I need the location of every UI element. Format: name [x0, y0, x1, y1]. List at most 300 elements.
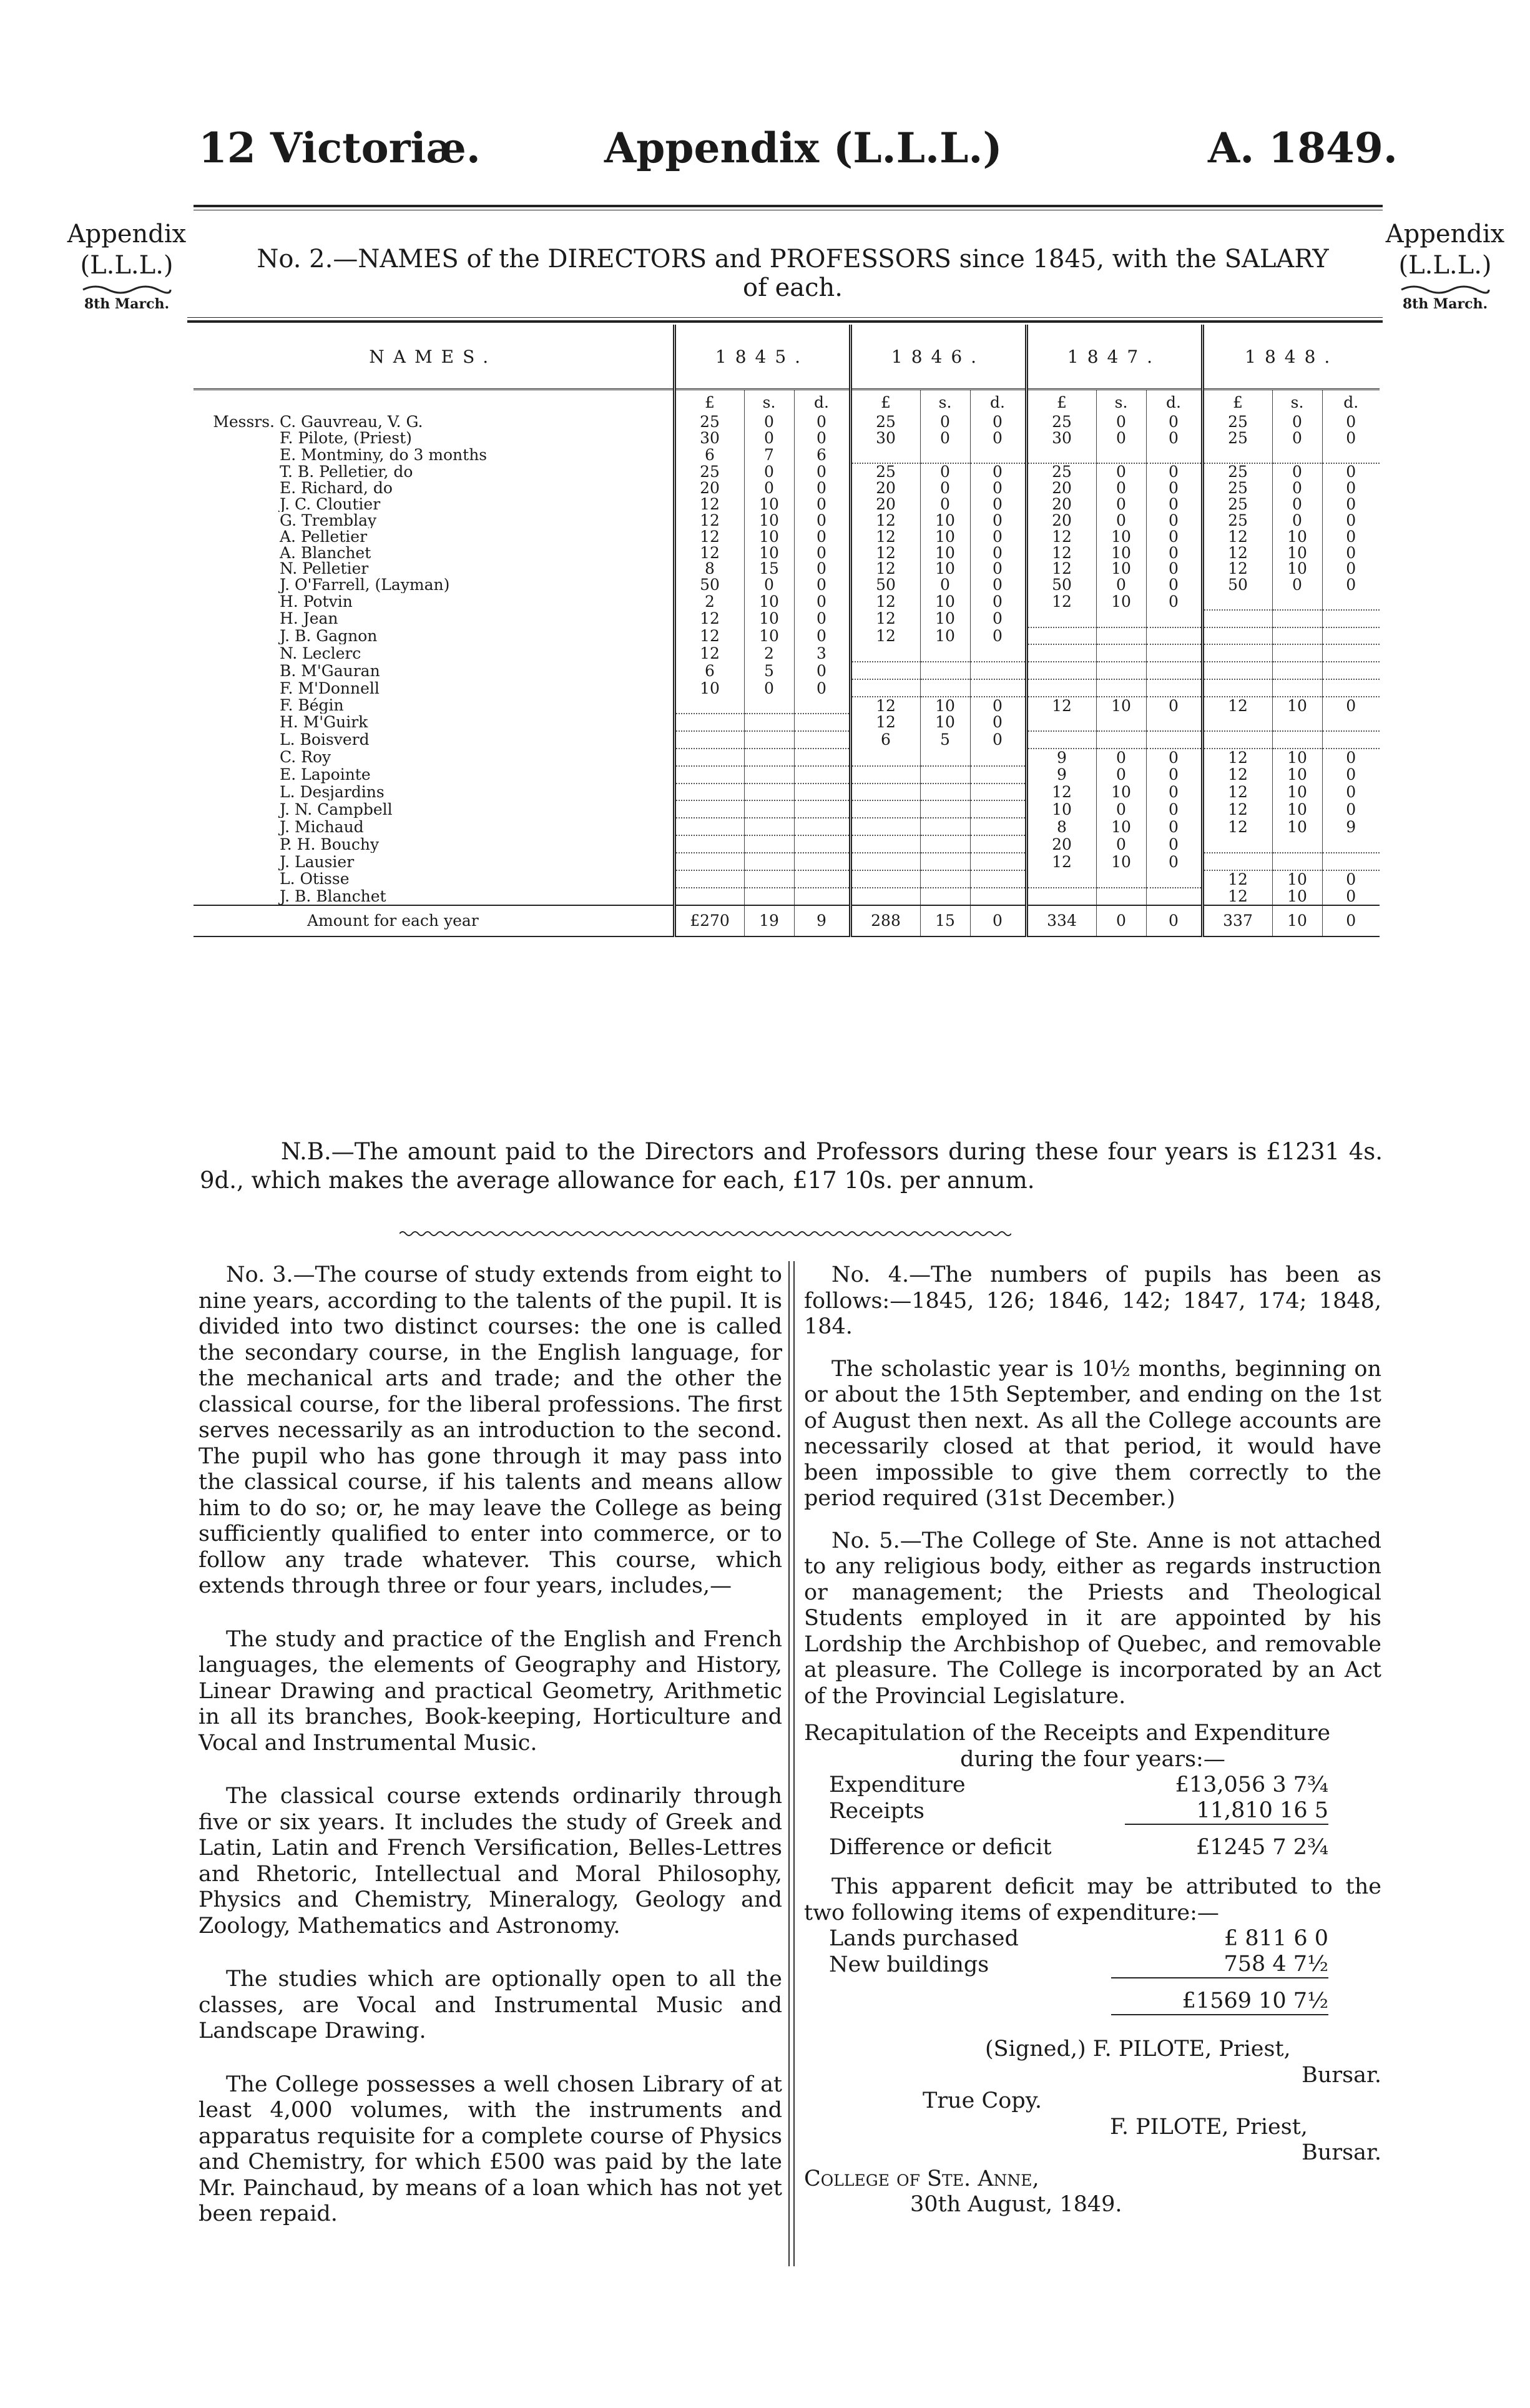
salary-cell: 0: [970, 544, 1026, 561]
salary-cell: 10: [1272, 561, 1322, 577]
salary-cell: 15: [744, 561, 794, 577]
salary-cell: 12: [674, 644, 744, 662]
salary-cell: 0: [744, 577, 794, 593]
salary-cell: 12: [674, 512, 744, 528]
salary-cell: 10: [744, 512, 794, 528]
table-row: [194, 414, 1380, 430]
margin-appendix: Appendix: [67, 220, 187, 248]
empty-salary-cell: [1026, 679, 1096, 697]
table-row: [194, 662, 1380, 679]
empty-salary-cell: [744, 800, 794, 818]
salary-cell: 0: [1146, 544, 1202, 561]
table-title: [200, 245, 1386, 302]
row-name-cell: [194, 853, 674, 870]
salary-cell: 50: [850, 577, 920, 593]
salary-cell: 12: [850, 697, 920, 714]
row-name-cell: [194, 679, 674, 697]
table-title-line1: No. 2.—NAMES of the DIRECTORS and PROFESSORS since 1845, with the SALARY: [257, 245, 1329, 273]
salary-cell: 2: [744, 644, 794, 662]
bursar2-line: Bursar.: [1302, 2140, 1381, 2165]
empty-salary-cell: [850, 818, 920, 835]
salary-cell: 0: [1322, 496, 1380, 512]
person-name: P. H. Bouchy: [280, 835, 380, 853]
paragraph-no4: No. 4.—The numbers of pupils has been as follows:—1845, 126; 1846, 142; 1847, 174; 1848, 184.: [804, 1262, 1381, 1339]
empty-salary-cell: [1322, 627, 1380, 645]
row-name-cell: [194, 577, 674, 593]
unit-header: s.: [1096, 390, 1146, 415]
salary-cell: 0: [920, 414, 970, 430]
empty-salary-cell: [744, 888, 794, 905]
empty-salary-cell: [970, 679, 1026, 697]
empty-salary-cell: [674, 888, 744, 905]
salary-cell: 0: [970, 593, 1026, 610]
salary-cell: 0: [1096, 430, 1146, 446]
empty-salary-cell: [1026, 870, 1096, 888]
salary-cell: 9: [1026, 766, 1096, 784]
empty-salary-cell: [1146, 627, 1202, 645]
salary-cell: 0: [1322, 870, 1380, 888]
salary-cell: 0: [794, 593, 850, 610]
row-name-cell: [194, 731, 674, 749]
salary-cell: 0: [1096, 414, 1146, 430]
receipts-label: Receipts: [829, 1798, 925, 1824]
person-name: N. Pelletier: [280, 561, 369, 577]
table-row: [194, 697, 1380, 714]
salary-cell: 0: [970, 528, 1026, 544]
salary-cell: 0: [1146, 480, 1202, 496]
salary-cell: 0: [1322, 800, 1380, 818]
unit-header: d.: [1146, 390, 1202, 415]
empty-salary-cell: [1096, 870, 1146, 888]
empty-salary-cell: [1096, 679, 1146, 697]
salary-cell: 10: [1096, 697, 1146, 714]
salary-cell: 0: [1096, 835, 1146, 853]
empty-salary-cell: [1202, 679, 1272, 697]
empty-salary-cell: [674, 766, 744, 784]
row-name-cell: [194, 512, 674, 528]
empty-salary-cell: [744, 818, 794, 835]
person-name: H. Jean: [280, 609, 338, 627]
person-name: L. Boisverd: [280, 730, 370, 749]
empty-salary-cell: [1026, 627, 1096, 645]
table-row: [194, 784, 1380, 801]
row-name-cell: [194, 463, 674, 480]
wave-ornament-icon: [1398, 283, 1492, 296]
empty-salary-cell: [1146, 644, 1202, 662]
salary-cell: 0: [1096, 512, 1146, 528]
salary-cell: 0: [744, 430, 794, 446]
total-label: Amount for each year: [194, 905, 674, 936]
paragraph-optional-studies: The studies which are optionally open to all the classes, are Vocal and Instrumental Music and Landscape Drawing.: [199, 1967, 782, 2043]
salary-cell: 12: [1202, 766, 1272, 784]
salary-cell: 0: [1322, 561, 1380, 577]
empty-salary-cell: [744, 784, 794, 801]
empty-salary-cell: [1322, 610, 1380, 627]
salary-cell: 0: [794, 679, 850, 697]
salary-cell: 10: [744, 627, 794, 645]
salary-cell: 0: [970, 463, 1026, 480]
person-name: C. Roy: [280, 748, 331, 766]
salary-cell: 0: [1146, 577, 1202, 593]
salary-cell: 0: [970, 610, 1026, 627]
salary-cell: 0: [1272, 414, 1322, 430]
salary-cell: 0: [1322, 480, 1380, 496]
empty-salary-cell: [850, 853, 920, 870]
unit-header: £: [1202, 390, 1272, 415]
row-name-cell: [194, 446, 674, 463]
salary-cell: 8: [674, 561, 744, 577]
paragraph-scholastic-year: The scholastic year is 10½ months, beginning on or about the 15th September, and ending on the 1st of August then next. As all the College accounts are necessarily closed at that period, it would have been impossible to give them correctly to the period required (31st December.): [804, 1356, 1381, 1511]
salary-cell: 12: [1026, 784, 1096, 801]
ledger-row-items-total: [829, 1978, 1328, 2015]
empty-salary-cell: [674, 784, 744, 801]
salary-cell: 10: [1272, 749, 1322, 766]
salary-cell: 12: [850, 610, 920, 627]
table-row: [194, 528, 1380, 544]
empty-salary-cell: [1096, 610, 1146, 627]
row-name-cell: [194, 610, 674, 627]
salary-cell: 20: [674, 480, 744, 496]
table-row: [194, 714, 1380, 731]
empty-salary-cell: [1322, 679, 1380, 697]
unit-header: £: [674, 390, 744, 415]
empty-salary-cell: [1026, 662, 1096, 679]
salary-cell: 12: [1202, 544, 1272, 561]
buildings-value: 758 4 7½: [1111, 1952, 1328, 1978]
margin-date: 8th March.: [1402, 296, 1488, 312]
salary-cell: 10: [920, 512, 970, 528]
college-line: College of Ste. Anne,: [804, 2166, 1039, 2191]
salary-cell: 25: [1202, 512, 1272, 528]
salary-cell: 0: [1272, 512, 1322, 528]
empty-salary-cell: [970, 853, 1026, 870]
salary-cell: 10: [1096, 853, 1146, 870]
total-cell: 9: [794, 905, 850, 936]
salary-cell: 0: [1146, 800, 1202, 818]
unit-header: £: [850, 390, 920, 415]
total-cell: 288: [850, 905, 920, 936]
salary-cell: 0: [1272, 577, 1322, 593]
salary-cell: 12: [850, 528, 920, 544]
salary-cell: 10: [920, 697, 970, 714]
empty-salary-cell: [674, 853, 744, 870]
salary-cell: 20: [850, 480, 920, 496]
empty-salary-cell: [850, 800, 920, 818]
salary-table: [194, 325, 1380, 937]
salary-cell: 0: [794, 577, 850, 593]
empty-salary-cell: [1146, 610, 1202, 627]
table-row: [194, 818, 1380, 835]
empty-salary-cell: [1322, 853, 1380, 870]
empty-salary-cell: [674, 731, 744, 749]
row-name-cell: [194, 800, 674, 818]
empty-salary-cell: [674, 697, 744, 714]
paragraph-no3: No. 3.—The course of study extends from eight to nine years, according to the talents of the pupil. It is divided into two distinct courses: the one is called the secondary course, in the English language, for the mechanical arts and trade; and the other the classical course, for the liberal professions. The first serves necessarily as an introduction to the second. The pupil who has gone through it may pass into the classical course, if his talents and means allow him to do so; or, he may leave the College as being sufficiently qualified to enter into commerce, or to follow any trade whatever. This course, which extends through three or four years, includes,—: [199, 1262, 782, 1598]
salary-cell: 0: [970, 512, 1026, 528]
empty-salary-cell: [794, 714, 850, 731]
salary-cell: 0: [1322, 697, 1380, 714]
salary-cell: 12: [1026, 853, 1096, 870]
salary-cell: 10: [1096, 593, 1146, 610]
salary-cell: 6: [850, 731, 920, 749]
lands-label: Lands purchased: [829, 1926, 1019, 1951]
salary-cell: 10: [1272, 544, 1322, 561]
empty-salary-cell: [1026, 610, 1096, 627]
empty-salary-cell: [850, 446, 920, 463]
salary-cell: 0: [1322, 512, 1380, 528]
person-name: L. Otisse: [280, 870, 350, 888]
messrs-prefix: Messrs.: [213, 414, 275, 430]
row-name-cell: [194, 818, 674, 835]
empty-salary-cell: [1272, 835, 1322, 853]
person-name: H. M'Guirk: [280, 714, 368, 731]
salary-cell: 10: [1272, 870, 1322, 888]
recap-table: [829, 1772, 1328, 1860]
salary-cell: 0: [1272, 496, 1322, 512]
empty-salary-cell: [744, 766, 794, 784]
signer2-line: F. PILOTE, Priest,: [1110, 2114, 1308, 2140]
salary-cell: 10: [744, 610, 794, 627]
empty-salary-cell: [970, 818, 1026, 835]
empty-salary-cell: [1096, 888, 1146, 905]
salary-cell: 20: [1026, 512, 1096, 528]
empty-salary-cell: [1272, 731, 1322, 749]
table-row: [194, 870, 1380, 888]
empty-salary-cell: [1322, 731, 1380, 749]
salary-cell: 10: [1272, 888, 1322, 905]
empty-salary-cell: [1202, 627, 1272, 645]
empty-salary-cell: [1096, 662, 1146, 679]
salary-cell: 0: [1146, 818, 1202, 835]
salary-cell: 0: [970, 697, 1026, 714]
salary-cell: 10: [1272, 528, 1322, 544]
salary-cell: 0: [1322, 414, 1380, 430]
empty-salary-cell: [920, 888, 970, 905]
salary-cell: 10: [1272, 800, 1322, 818]
salary-cell: 25: [1202, 496, 1272, 512]
row-name-cell: [194, 766, 674, 784]
unit-header: s.: [920, 390, 970, 415]
salary-cell: 0: [1272, 480, 1322, 496]
person-name: F. Bégin: [280, 697, 344, 714]
salary-cell: 0: [1096, 480, 1146, 496]
empty-salary-cell: [1272, 679, 1322, 697]
empty-salary-cell: [794, 888, 850, 905]
salary-cell: 0: [744, 463, 794, 480]
table-row: [194, 446, 1380, 463]
person-name: J. B. Gagnon: [280, 627, 378, 645]
empty-salary-cell: [1202, 644, 1272, 662]
items-total-value: £1569 10 7½: [1111, 1978, 1328, 2015]
salary-cell: 10: [1272, 766, 1322, 784]
units-blank-cell: [194, 390, 674, 415]
header-center: Appendix (L.L.L.): [604, 124, 1003, 172]
salary-cell: 0: [970, 430, 1026, 446]
salary-cell: 0: [1322, 463, 1380, 480]
salary-cell: 12: [850, 593, 920, 610]
empty-salary-cell: [674, 749, 744, 766]
salary-cell: 30: [850, 430, 920, 446]
salary-cell: 0: [1146, 749, 1202, 766]
table-row: [194, 800, 1380, 818]
salary-cell: 0: [1146, 463, 1202, 480]
salary-cell: 10: [744, 593, 794, 610]
recap-heading-line1: Recapitulation of the Receipts and Expenditure: [804, 1721, 1331, 1746]
salary-cell: 10: [1272, 784, 1322, 801]
salary-cell: 0: [970, 561, 1026, 577]
person-name: J. N. Campbell: [280, 800, 393, 818]
row-name-cell: [194, 414, 674, 430]
left-column: [199, 1262, 782, 2228]
salary-cell: 10: [1096, 544, 1146, 561]
salary-cell: 12: [1202, 888, 1272, 905]
salary-cell: 20: [1026, 496, 1096, 512]
header-left: 12 Victoriæ.: [199, 124, 481, 172]
salary-cell: 12: [1026, 544, 1096, 561]
names-column-header: NAMES.: [194, 325, 674, 390]
expenditure-label: Expenditure: [829, 1772, 966, 1797]
salary-cell: 50: [1026, 577, 1096, 593]
salary-cell: 25: [1026, 463, 1096, 480]
lands-value: £ 811 6 0: [1224, 1926, 1328, 1951]
salary-cell: 10: [1096, 561, 1146, 577]
salary-cell: 0: [1096, 496, 1146, 512]
empty-salary-cell: [1146, 662, 1202, 679]
empty-salary-cell: [920, 784, 970, 801]
salary-cell: 12: [674, 627, 744, 645]
total-cell: 15: [920, 905, 970, 936]
receipts-value: 11,810 16 5: [1125, 1798, 1328, 1824]
total-cell: 0: [1096, 905, 1146, 936]
person-name: G. Tremblay: [280, 512, 377, 529]
salary-cell: 25: [674, 414, 744, 430]
salary-cell: 25: [1202, 430, 1272, 446]
empty-salary-cell: [850, 784, 920, 801]
table-row: [194, 644, 1380, 662]
salary-cell: 0: [794, 627, 850, 645]
salary-cell: 10: [1272, 818, 1322, 835]
person-name: E. Montminy, do 3 months: [280, 446, 488, 463]
wave-ornament-icon: [80, 283, 174, 296]
salary-cell: 10: [744, 528, 794, 544]
salary-cell: 20: [1026, 480, 1096, 496]
year-header: 1847.: [1026, 325, 1202, 390]
empty-salary-cell: [970, 644, 1026, 662]
empty-salary-cell: [850, 679, 920, 697]
empty-salary-cell: [794, 870, 850, 888]
salary-cell: 0: [920, 577, 970, 593]
salary-cell: 0: [794, 528, 850, 544]
table-row: [194, 496, 1380, 512]
empty-salary-cell: [1272, 610, 1322, 627]
margin-date: 8th March.: [84, 296, 170, 312]
salary-cell: 25: [1202, 414, 1272, 430]
total-row: [194, 905, 1380, 936]
empty-salary-cell: [850, 888, 920, 905]
person-name: F. Pilote, (Priest): [280, 430, 412, 446]
empty-salary-cell: [920, 853, 970, 870]
empty-salary-cell: [744, 835, 794, 853]
ledger-row-difference: [829, 1824, 1328, 1860]
salary-cell: 2: [674, 593, 744, 610]
salary-cell: 0: [970, 731, 1026, 749]
total-cell: £270: [674, 905, 744, 936]
empty-salary-cell: [1202, 593, 1272, 610]
salary-cell: 12: [1202, 870, 1272, 888]
empty-salary-cell: [1146, 731, 1202, 749]
salary-cell: 10: [1026, 800, 1096, 818]
salary-cell: 0: [1146, 697, 1202, 714]
salary-cell: 25: [850, 463, 920, 480]
salary-cell: 12: [1202, 561, 1272, 577]
empty-salary-cell: [794, 853, 850, 870]
margin-note-left: [55, 219, 199, 312]
salary-cell: 0: [794, 430, 850, 446]
total-cell: 0: [970, 905, 1026, 936]
empty-salary-cell: [1026, 888, 1096, 905]
unit-header: £: [1026, 390, 1096, 415]
salary-cell: 0: [1146, 561, 1202, 577]
empty-salary-cell: [794, 818, 850, 835]
salary-cell: 0: [1322, 749, 1380, 766]
empty-salary-cell: [1272, 662, 1322, 679]
empty-salary-cell: [1272, 644, 1322, 662]
table-row: [194, 749, 1380, 766]
empty-salary-cell: [1146, 888, 1202, 905]
bursar-line: Bursar.: [1302, 2062, 1381, 2088]
salary-cell: 0: [794, 414, 850, 430]
salary-cell: 0: [1272, 463, 1322, 480]
empty-salary-cell: [970, 800, 1026, 818]
empty-salary-cell: [1322, 662, 1380, 679]
row-name-cell: [194, 835, 674, 853]
empty-salary-cell: [920, 749, 970, 766]
empty-salary-cell: [674, 870, 744, 888]
person-name: L. Desjardins: [280, 783, 385, 801]
person-name: J. B. Blanchet: [280, 887, 386, 905]
salary-cell: 12: [1026, 697, 1096, 714]
row-name-cell: [194, 544, 674, 561]
empty-salary-cell: [1322, 593, 1380, 610]
salary-cell: 12: [674, 496, 744, 512]
total-cell: 0: [1146, 905, 1202, 936]
margin-code: (L.L.L.): [80, 251, 174, 280]
salary-cell: 12: [1202, 749, 1272, 766]
table-row: [194, 853, 1380, 870]
paragraph-library: The College possesses a well chosen Library of at least 4,000 volumes, with the instruments and apparatus requisite for a complete course of Physics and Chemistry, for which £500 was paid by the late Mr. Painchaud, by means of a loan which has not yet been repaid.: [199, 2071, 782, 2226]
empty-salary-cell: [920, 835, 970, 853]
table-row: [194, 430, 1380, 446]
person-name: J. O'Farrell, (Layman): [280, 576, 450, 593]
salary-cell: 12: [674, 610, 744, 627]
salary-cell: 0: [920, 430, 970, 446]
person-name: F. M'Donnell: [280, 679, 380, 697]
difference-value: £1245 7 2¾: [1195, 1835, 1328, 1860]
salary-cell: 0: [1146, 512, 1202, 528]
salary-cell: 0: [1146, 835, 1202, 853]
ledger-row-lands: [829, 1926, 1328, 1952]
salary-cell: 0: [1096, 463, 1146, 480]
salary-cell: 12: [1026, 561, 1096, 577]
salary-cell: 0: [920, 463, 970, 480]
empty-salary-cell: [920, 870, 970, 888]
top-rule: [194, 205, 1383, 207]
salary-cell: 0: [744, 480, 794, 496]
row-name-cell: [194, 561, 674, 577]
salary-cell: 0: [970, 414, 1026, 430]
empty-salary-cell: [794, 697, 850, 714]
empty-salary-cell: [1146, 446, 1202, 463]
